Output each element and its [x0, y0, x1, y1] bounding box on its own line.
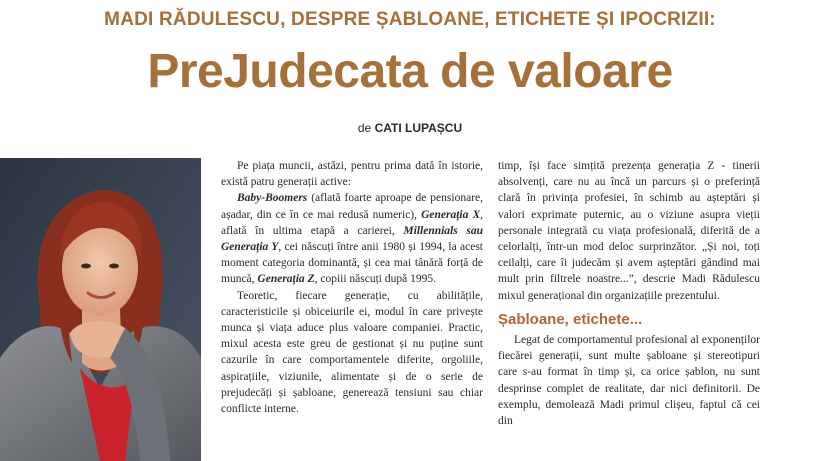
author-photo — [0, 158, 201, 461]
paragraph: Legat de comportamentul profesional al exponenților fiecărei generații, sunt multe șabloane și stereotipuri care s-au format în timp și, ca orice șablon, nu sunt desprinse complet de realitate, dar nici definitorii. De exemplu, demolează Madi primul clișeu, faptul că cei din — [498, 334, 760, 428]
paragraph-text: (aflată foarte aproape de pensionare, așadar, din ce în ce mai redusă numeric), — [221, 192, 483, 221]
paragraph: timp, își face simțită prezența generația Z - tinerii absolvenți, care nu au încă un parcurs și o preferință clară în privința profesiei, în schimb au așteptări și valori exprimate puternic, au o viziune asupra vieții personale integrată cu viața profesională, diferită de a celorlalți, într-un mod deloc surprinzător. „Și noi, toți ceilalți, care îi judecăm și avem așteptări gândind mai mult prin filtrele noastre...”, descrie Madi Rădulescu mixul generațional din organizațiile prezentului. — [498, 160, 760, 302]
article-title: PreJudecata de valoare — [147, 45, 673, 98]
term-generatia-z: Generația Z — [257, 273, 315, 286]
term-millennials: Millennials sau Generația Y — [221, 224, 483, 254]
byline — [0, 121, 820, 135]
paragraph: Teoretic, fiecare generație, cu abilitățile, caracteristicile și obiceiurile ei, modul în care privește munca și viața aduce plus valoare companiei. Practic, mixul acesta este greu de gestionat și nu puține sunt cazurile în care comportamentele diferite, orgoliile, aspirațiile, viziunile, alimentate și de o serie de prejudecăți și șabloane, generează tensiuni sau chiar conflicte interne. — [221, 289, 483, 416]
author-name: CATI LUPAȘCU — [374, 121, 463, 135]
section-heading: Șabloane, etichete... — [498, 310, 643, 328]
article-column-2 — [498, 158, 760, 429]
kicker: MADI RĂDULESCU, DESPRE ȘABLOANE, ETICHETE ȘI IPOCRIZII: — [104, 9, 716, 30]
paragraph-text: , cei născuți între anii 1980 și 1994, la acest moment categoria dominantă, și cea mai tânără forță de muncă, — [221, 241, 484, 286]
term-generatia-x: Generația X — [421, 208, 481, 221]
byline-prefix: de — [357, 121, 372, 135]
paragraph-text: , copiii născuți după 1995. — [314, 273, 436, 286]
paragraph-text: , aflată în ultima etapă a carierei, — [221, 208, 483, 237]
paragraph: Pe piața muncii, astăzi, pentru prima dată în istorie, există patru generații active: — [221, 160, 483, 189]
paragraph — [221, 190, 483, 287]
term-baby-boomers: Baby-Boomers — [237, 192, 308, 205]
article-column-1 — [221, 158, 483, 417]
